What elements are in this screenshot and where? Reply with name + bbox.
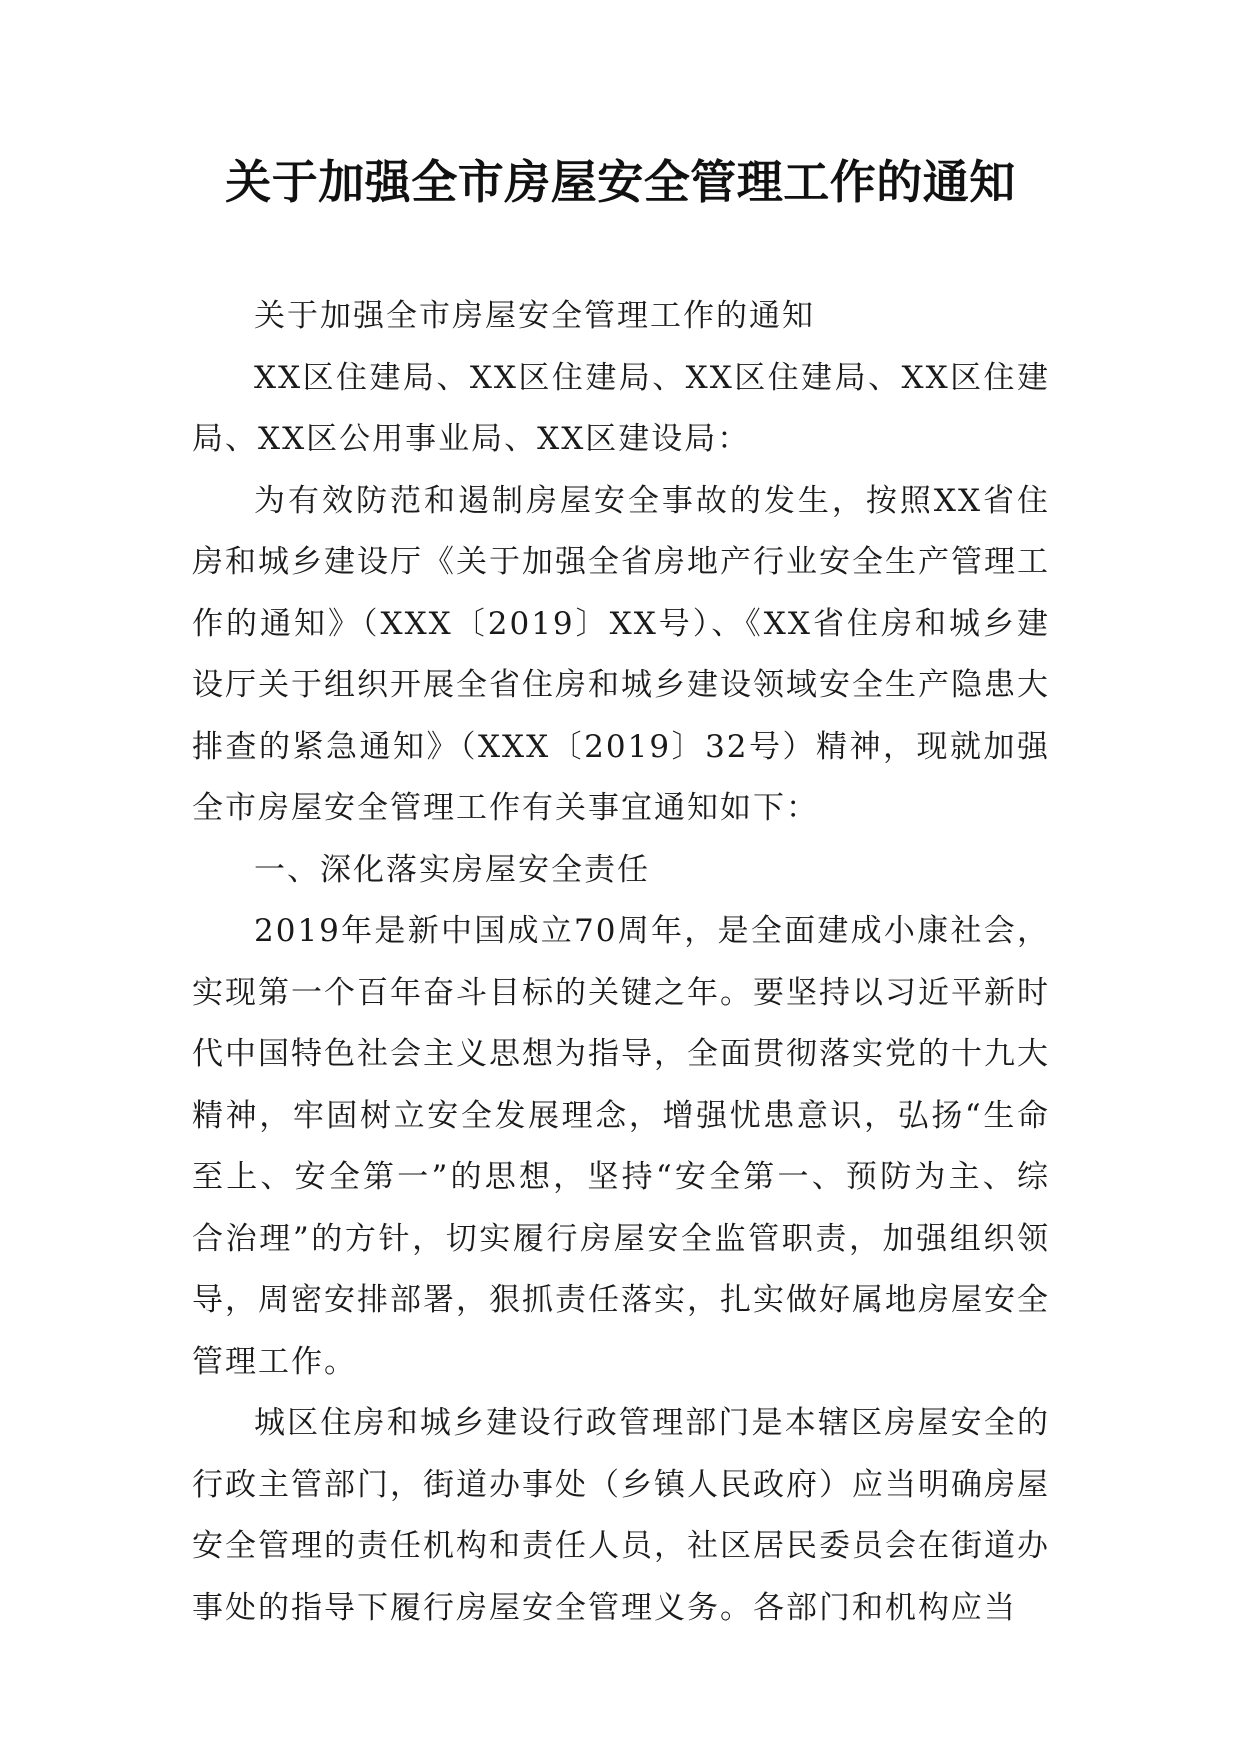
paragraph-addressees: XX区住建局、XX区住建局、XX区住建局、XX区住建局、XX区公用事业局、XX区建设局： [192,359,1050,457]
document-title: 关于加强全市房屋安全管理工作的通知 [225,155,1016,209]
document-body [192,286,1050,1639]
paragraph-purpose: 为有效防范和遏制房屋安全事故的发生，按照XX省住房和城乡建设厅《关于加强全省房地产行业安全生产管理工作的通知》（XXX〔2019〕XX号）、《XX省住房和城乡建设厅关于组织开展全省住房和城乡建设领域安全生产隐患大排查的紧急通知》（XXX〔2019〕32号）精神，现就加强全市房屋安全管理工作有关事宜通知如下： [192,482,1050,826]
paragraph-section-1-intro: 2019年是新中国成立70周年，是全面建成小康社会，实现第一个百年奋斗目标的关键之年。要坚持以习近平新时代中国特色社会主义思想为指导，全面贯彻落实党的十九大精神，牢固树立安全发展理念，增强忧患意识，弘扬“生命至上、安全第一”的思想，坚持“安全第一、预防为主、综合治理”的方针，切实履行房屋安全监管职责，加强组织领导，周密安排部署，狠抓责任落实，扎实做好属地房屋安全管理工作。 [192,913,1050,1380]
paragraph-responsibilities: 城区住房和城乡建设行政管理部门是本辖区房屋安全的行政主管部门，街道办事处（乡镇人民政府）应当明确房屋安全管理的责任机构和责任人员，社区居民委员会在街道办事处的指导下履行房屋安全管理义务。各部门和机构应当 [192,1405,1050,1626]
paragraph-subject: 关于加强全市房屋安全管理工作的通知 [254,298,815,334]
section-heading-1: 一、深化落实房屋安全责任 [254,851,650,888]
